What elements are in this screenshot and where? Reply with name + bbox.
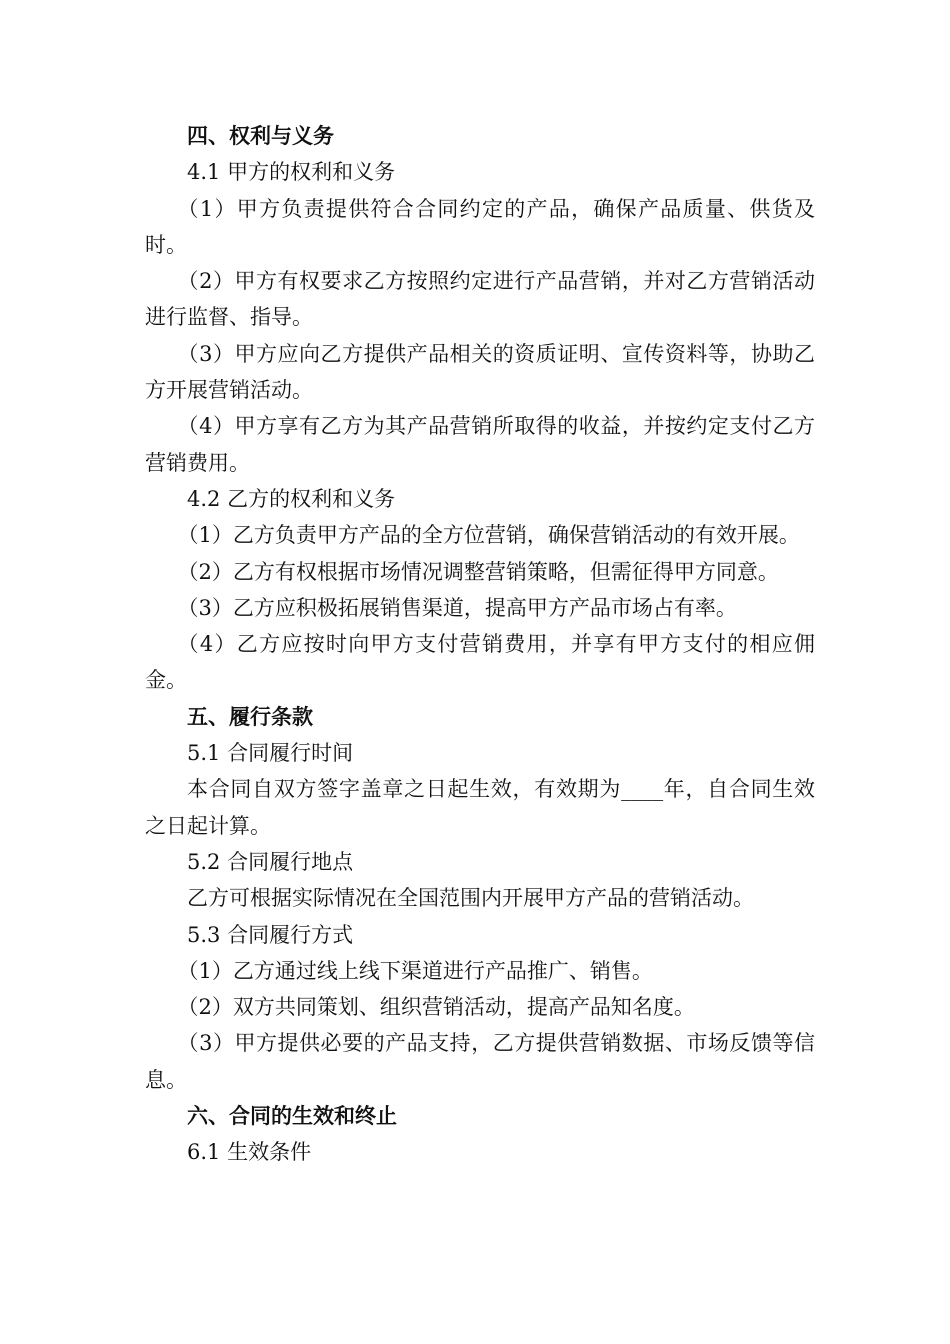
clause-item: （3）甲方应向乙方提供产品相关的资质证明、宣传资料等，协助乙方开展营销活动。: [145, 341, 815, 403]
section-heading: 四、权利与义务: [187, 123, 334, 148]
clause-item: （4）乙方应按时向甲方支付营销费用，并享有甲方支付的相应佣金。: [145, 632, 815, 693]
clause-item: （1）乙方负责甲方产品的全方位营销，确保营销活动的有效开展。: [177, 523, 800, 548]
body-paragraph: 乙方可根据实际情况在全国范围内开展甲方产品的营销活动。: [187, 886, 754, 911]
document-body: [145, 118, 815, 1171]
clause-item: （3）乙方应积极拓展销售渠道，提高甲方产品市场占有率。: [177, 595, 737, 620]
clause-item: （2）甲方有权要求乙方按照约定进行产品营销，并对乙方营销活动进行监督、指导。: [145, 269, 815, 330]
section-heading: 六、合同的生效和终止: [187, 1103, 397, 1129]
clause-item: （2）乙方有权根据市场情况调整营销策略，但需征得甲方同意。: [177, 559, 779, 584]
clause-item: （4）甲方享有乙方为其产品营销所取得的收益，并按约定支付乙方营销费用。: [145, 414, 815, 475]
subsection-title: 5.3 合同履行方式: [187, 922, 354, 947]
subsection-title: 5.2 合同履行地点: [187, 849, 354, 874]
subsection-title: 5.1 合同履行时间: [187, 741, 354, 766]
subsection-title: 6.1 生效条件: [187, 1140, 312, 1165]
clause-item: （3）甲方提供必要的产品支持，乙方提供营销数据、市场反馈等信息。: [145, 1031, 815, 1092]
clause-item: （1）乙方通过线上线下渠道进行产品推广、销售。: [177, 958, 653, 983]
subsection-title: 4.1 甲方的权利和义务: [187, 160, 396, 185]
body-paragraph: 本合同自双方签字盖章之日起生效，有效期为____年，自合同生效之日起计算。: [145, 777, 815, 838]
subsection-title: 4.2 乙方的权利和义务: [187, 486, 396, 511]
clause-item: （1）甲方负责提供符合合同约定的产品，确保产品质量、供货及时。: [145, 196, 815, 257]
clause-item: （2）双方共同策划、组织营销活动，提高产品知名度。: [177, 995, 695, 1020]
section-heading: 五、履行条款: [187, 703, 313, 729]
